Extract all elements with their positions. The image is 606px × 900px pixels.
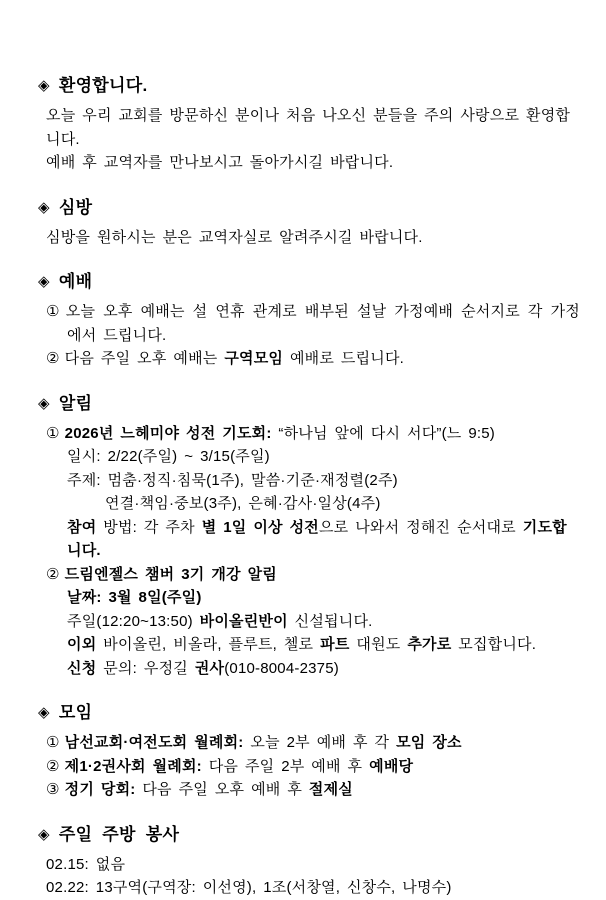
enclosed-number-marker: ② (46, 565, 60, 583)
section-heading-visitation (38, 196, 580, 221)
text-span: 날짜: 3월 8일(주일) (67, 589, 202, 606)
text-line (38, 657, 580, 681)
text-span: 02.22: 13구역(구역장: 이선영), 1조(서창열, 신창수, 나명수) (46, 879, 452, 896)
bulletin-content (38, 74, 580, 900)
enclosed-number-marker: ③ (46, 781, 60, 798)
text-span: 신청 (67, 659, 97, 677)
text-span: 추가로 (407, 636, 452, 653)
text-span: 문의: 우정길 (96, 659, 195, 677)
text-line (38, 347, 580, 371)
text-line (38, 422, 580, 446)
section-announcements (38, 392, 580, 681)
text-span: 모임 장소 (396, 734, 462, 751)
section-heading-announcements (38, 392, 580, 417)
text-span: 오늘 오후 예배는 설 연휴 관계로 배부된 설날 가정예배 순서지로 각 가정에서 드립니다. (65, 303, 580, 344)
text-span: 다음 주일 오후 예배는 (64, 350, 225, 367)
text-line (38, 633, 580, 657)
text-span: 드림엔젤스 챔버 3기 개강 알림 (64, 565, 277, 583)
text-span: 바이올린반이 (199, 612, 288, 630)
section-kitchen-service (38, 823, 580, 900)
text-span: 02.15: 없음 (46, 855, 126, 873)
section-title: 주일 주방 봉사 (58, 824, 180, 844)
text-span: 다음 주일 2부 예배 후 (201, 757, 370, 775)
section-title: 알림 (58, 393, 93, 413)
section-title: 환영합니다. (58, 76, 148, 95)
text-span: 예배당 (369, 757, 414, 775)
text-line (38, 755, 580, 779)
enclosed-number-marker: ① (46, 303, 61, 320)
text-span: 방법: 각 주차 (96, 518, 202, 536)
text-line (38, 516, 580, 563)
text-span: 오늘 우리 교회를 방문하신 분이나 처음 나오신 분들을 주의 사랑으로 환영합니다. (46, 107, 571, 148)
diamond-bullet-icon: ◈ (38, 77, 50, 94)
text-span: 별 1일 이상 성전 (201, 518, 319, 536)
text-span: 오늘 2부 예배 후 각 (243, 734, 397, 751)
text-line (38, 853, 580, 877)
enclosed-number-marker: ② (46, 350, 60, 367)
text-span: “하나님 앞에 다시 서다”(느 9:5) (271, 424, 496, 442)
text-span: 모집합니다. (451, 636, 537, 653)
text-span: 절제실 (308, 781, 353, 798)
text-span: 신설됩니다. (287, 612, 373, 630)
text-span: 제1·2권사회 월례회: (64, 757, 202, 775)
text-line (38, 492, 580, 516)
text-span: 파트 (320, 636, 350, 653)
section-heading-meetings (38, 701, 580, 726)
diamond-bullet-icon: ◈ (38, 198, 50, 216)
text-span: 연결·책임·중보(3주), 은혜·감사·일상(4주) (105, 495, 381, 512)
text-span: 으로 나와서 정해진 순서대로 (318, 518, 523, 536)
text-span: 남선교회·여전도회 월례회: (64, 734, 244, 751)
section-worship (38, 270, 580, 371)
text-span: 기도합니다. (67, 518, 567, 559)
section-visitation (38, 196, 580, 250)
section-welcome (38, 74, 580, 175)
text-span: 2026년 느헤미야 성전 기도회: (64, 424, 272, 442)
text-span: 이외 (67, 636, 97, 653)
section-title: 심방 (58, 197, 93, 217)
enclosed-number-marker: ② (46, 757, 60, 775)
text-line (38, 610, 580, 634)
text-line (38, 563, 580, 587)
section-title: 모임 (58, 703, 93, 722)
text-span: 권사 (194, 659, 225, 677)
enclosed-number-marker: ① (46, 734, 60, 751)
diamond-bullet-icon: ◈ (38, 273, 50, 290)
section-heading-welcome (38, 74, 580, 99)
text-line (38, 876, 580, 900)
text-line (38, 778, 580, 802)
section-meetings (38, 701, 580, 802)
text-line (38, 104, 580, 151)
text-span: 바이올린, 비올라, 플루트, 첼로 (96, 636, 321, 653)
text-span: 일시: 2/22(주일) ~ 3/15(주일) (67, 448, 270, 465)
text-line (38, 226, 580, 250)
text-line (38, 445, 580, 469)
text-span: 예배 후 교역자를 만나보시고 돌아가시길 바랍니다. (46, 154, 394, 171)
text-span: (010-8004-2375) (224, 659, 339, 677)
diamond-bullet-icon: ◈ (38, 704, 50, 721)
text-span: 예배로 드립니다. (283, 350, 405, 367)
text-line (38, 300, 580, 347)
text-line (38, 586, 580, 610)
text-span: 정기 당회: (64, 781, 136, 798)
text-line (38, 469, 580, 493)
text-span: 주제: 멈춤·정직·침묵(1주), 말씀·기준·재정렬(2주) (67, 471, 398, 489)
diamond-bullet-icon: ◈ (38, 825, 50, 843)
section-heading-kitchen-service (38, 823, 580, 848)
section-heading-worship (38, 270, 580, 295)
text-line (38, 151, 580, 175)
text-line (38, 731, 580, 755)
enclosed-number-marker: ① (46, 424, 60, 442)
text-span: 주일(12:20~13:50) (67, 612, 200, 630)
text-span: 심방을 원하시는 분은 교역자실로 알려주시길 바랍니다. (46, 228, 423, 246)
text-span: 참여 (67, 518, 97, 536)
text-span: 구역모임 (224, 350, 284, 367)
text-span: 다음 주일 오후 예배 후 (135, 781, 309, 798)
diamond-bullet-icon: ◈ (38, 394, 50, 412)
section-title: 예배 (58, 272, 93, 291)
text-span: 대원도 (349, 636, 408, 653)
